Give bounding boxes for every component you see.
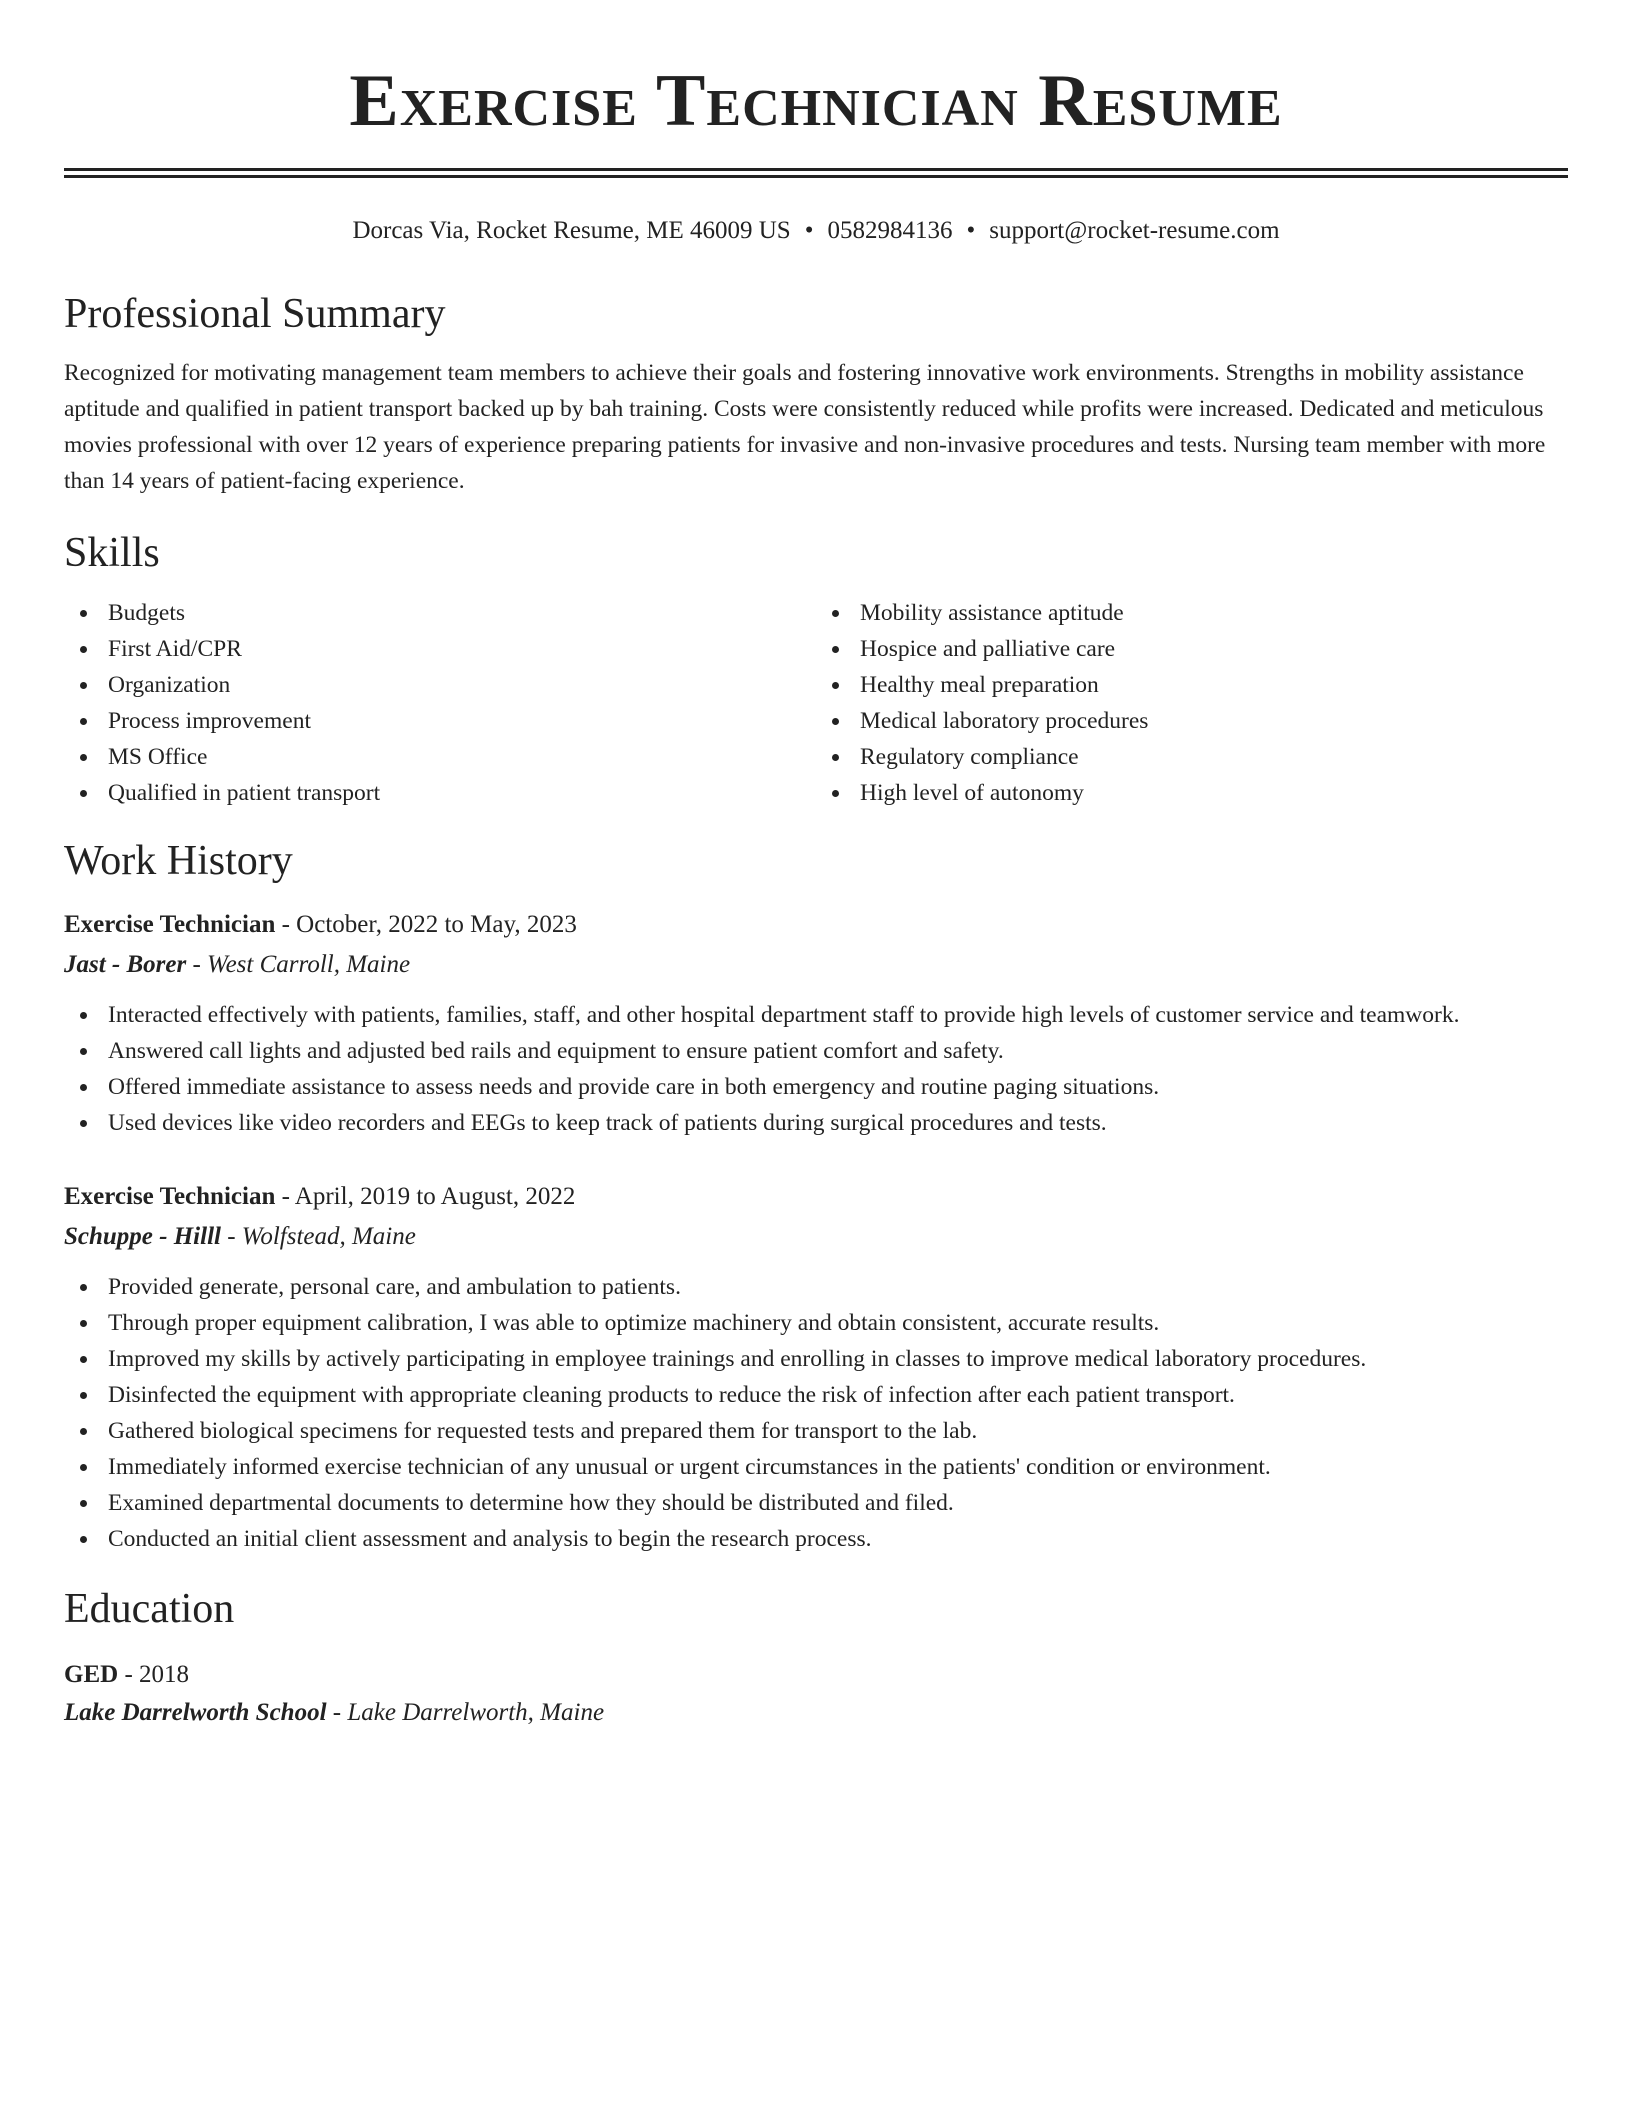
skill-item: Organization [108, 667, 816, 703]
job-bullet: Improved my skills by actively participating in employee trainings and enrolling in classes to improve medical laboratory procedures. [108, 1341, 1568, 1377]
job-dates: - October, 2022 to May, 2023 [275, 911, 577, 938]
skill-item: High level of autonomy [860, 775, 1568, 811]
skill-item: MS Office [108, 739, 816, 775]
job-company: Schuppe - Hilll [64, 1223, 221, 1250]
job-title: Exercise Technician [64, 1183, 276, 1210]
summary-text: Recognized for motivating management team members to achieve their goals and fostering innovative work environments. Strengths in mobility assistance aptitude and qualified in patient transport backed up by bah training. Costs were consistently reduced while profits were increased. Dedicated and meticulous movies professional with over 12 years of experience preparing patients for invasive and non-invasive procedures and tests. Nursing team member with more than 14 years of patient-facing experience. [64, 360, 1546, 494]
job-location: - Wolfstead, Maine [220, 1223, 416, 1250]
job-bullet: Interacted effectively with patients, families, staff, and other hospital department staff to provide high levels of customer service and teamwork. [108, 997, 1568, 1033]
job-bullet: Immediately informed exercise technician of any unusual or urgent circumstances in the patients' condition or environment. [108, 1449, 1568, 1485]
job-bullet: Offered immediate assistance to assess needs and provide care in both emergency and routine paging situations. [108, 1069, 1568, 1105]
job-title-line [64, 1179, 1568, 1215]
education-school: Lake Darrelworth School [64, 1699, 327, 1726]
skills-column-left [64, 595, 816, 811]
job-company: Jast - Borer [64, 951, 187, 978]
contact-separator: • [804, 217, 814, 244]
skill-item: Hospice and palliative care [860, 631, 1568, 667]
job-company-line [64, 947, 1568, 983]
education-degree-line [64, 1657, 1568, 1693]
contact-separator: • [966, 217, 976, 244]
skill-item: Healthy meal preparation [860, 667, 1568, 703]
education-school-line [64, 1695, 1568, 1731]
job-bullets [64, 1269, 1568, 1557]
job-title-line [64, 907, 1568, 943]
job-bullet: Provided generate, personal care, and ambulation to patients. [108, 1269, 1568, 1305]
skill-item: Regulatory compliance [860, 739, 1568, 775]
summary-heading: Professional Summary [64, 291, 446, 337]
skill-item: Medical laboratory procedures [860, 703, 1568, 739]
education-heading: Education [64, 1586, 235, 1632]
education-location: - Lake Darrelworth, Maine [326, 1699, 605, 1726]
skill-item: Qualified in patient transport [108, 775, 816, 811]
job-bullet: Used devices like video recorders and EEGs to keep track of patients during surgical procedures and tests. [108, 1105, 1568, 1141]
skills-heading: Skills [64, 530, 160, 576]
job-bullet: Gathered biological specimens for requested tests and prepared them for transport to the lab. [108, 1413, 1568, 1449]
contact-email: support@rocket-resume.com [989, 217, 1280, 244]
work-history-heading: Work History [64, 838, 293, 884]
job-bullet: Examined departmental documents to determine how they should be distributed and filed. [108, 1485, 1568, 1521]
job-location: - West Carroll, Maine [186, 951, 411, 978]
title-divider [64, 168, 1568, 178]
education-year: - 2018 [118, 1661, 190, 1688]
contact-line [64, 214, 1568, 248]
skill-item: Process improvement [108, 703, 816, 739]
job-bullet: Conducted an initial client assessment and analysis to begin the research process. [108, 1521, 1568, 1557]
job-entry [64, 1179, 1568, 1557]
skill-item: Budgets [108, 595, 816, 631]
education-degree: GED [64, 1661, 119, 1688]
job-entry [64, 907, 1568, 1141]
job-bullet: Through proper equipment calibration, I was able to optimize machinery and obtain consistent, accurate results. [108, 1305, 1568, 1341]
job-dates: - April, 2019 to August, 2022 [275, 1183, 576, 1210]
skills-column-right [816, 595, 1568, 811]
job-title: Exercise Technician [64, 911, 276, 938]
resume-title: Exercise Technician Resume [349, 60, 1283, 142]
job-bullets [64, 997, 1568, 1141]
skill-item: Mobility assistance aptitude [860, 595, 1568, 631]
skill-item: First Aid/CPR [108, 631, 816, 667]
skills-list [64, 595, 1568, 811]
job-bullet: Answered call lights and adjusted bed rails and equipment to ensure patient comfort and safety. [108, 1033, 1568, 1069]
job-bullet: Disinfected the equipment with appropriate cleaning products to reduce the risk of infection after each patient transport. [108, 1377, 1568, 1413]
job-company-line [64, 1219, 1568, 1255]
contact-address: Dorcas Via, Rocket Resume, ME 46009 US [352, 217, 791, 244]
contact-phone: 0582984136 [827, 217, 953, 244]
